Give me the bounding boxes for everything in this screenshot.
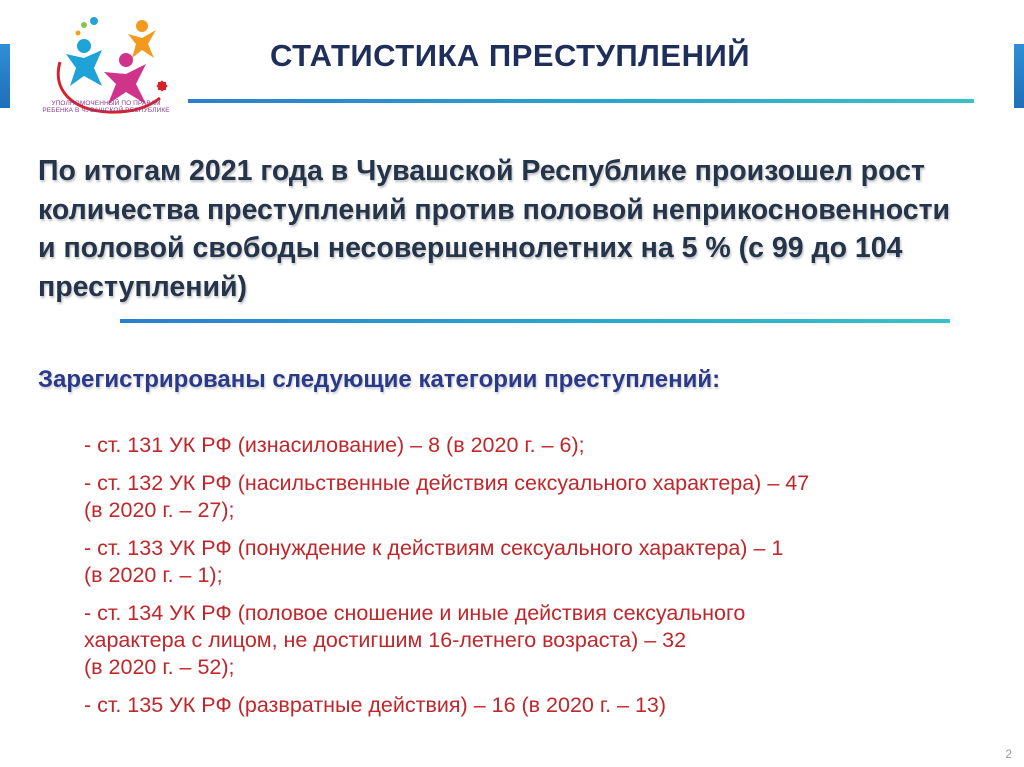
headline-text: По итогам 2021 года в Чувашской Республике произошел рост количества преступлений против половой неприкосновенности и половой свободы несовершеннолетних на 5 % (с 99 до 104 преступлений): [38, 155, 951, 303]
list-item: - ст. 134 УК РФ (половое сношение и иные действия сексуального характера с лицом, не достигшим 16-летнего возраста) – 32 (в 2020 г. – 52);: [84, 601, 746, 679]
crime-categories-list: [84, 432, 984, 730]
page-number: 2: [1005, 747, 1012, 761]
slide-title: СТАТИСТИКА ПРЕСТУПЛЕНИЙ: [270, 38, 751, 73]
list-item: - ст. 133 УК РФ (понуждение к действиям сексуального характера) – 1 (в 2020 г. – 1);: [84, 536, 784, 587]
categories-heading: Зарегистрированы следующие категории преступлений:: [38, 366, 721, 393]
right-accent-bar: [1014, 44, 1024, 108]
logo-caption: УПОЛНОМОЧЕННЫЙ ПО ПРАВАМ РЕБЕНКА В ЧУВАШСКОЙ РЕСПУБЛИКЕ: [42, 100, 170, 114]
left-accent-bar: [0, 44, 10, 108]
list-item: - ст. 135 УК РФ (развратные действия) – 16 (в 2020 г. – 13): [84, 693, 667, 717]
list-item: - ст. 131 УК РФ (изнасилование) – 8 (в 2020 г. – 6);: [84, 433, 585, 457]
title-divider: [188, 99, 974, 103]
section-divider: [120, 319, 950, 323]
list-item: - ст. 132 УК РФ (насильственные действия сексуального характера) – 47 (в 2020 г. – 27);: [84, 471, 810, 522]
